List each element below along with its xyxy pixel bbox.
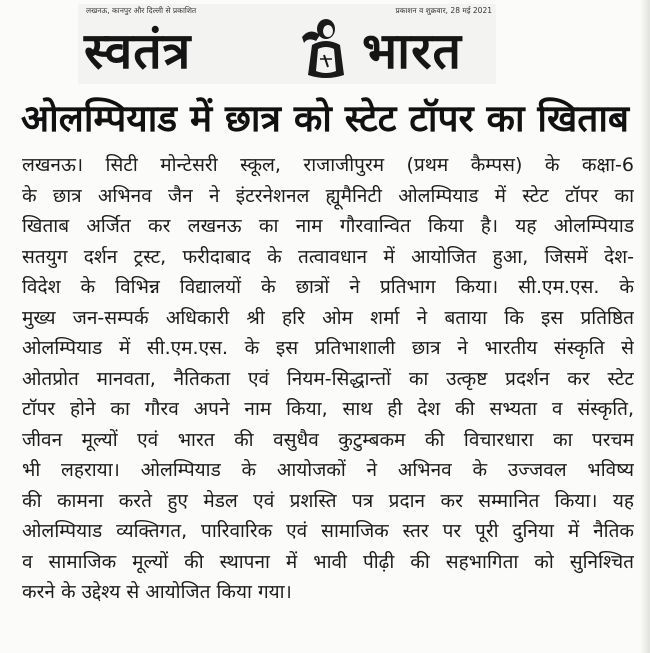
article-body	[22, 150, 634, 608]
article-line: व सामाजिक मूल्यों की स्थापना में भावी पीढ़ी की सहभागिता को सुनिश्चित	[22, 550, 634, 573]
article-line: भी लहराया। ओलम्पियाड के आयोजकों ने अभिनव के उज्जवल भविष्य	[22, 459, 634, 481]
article-line: जीवन मूल्यों एवं भारत की वसुधैव कुटुम्बकम की विचारधारा का परचम	[22, 428, 634, 451]
article-line: सतयुग दर्शन ट्रस्ट, फरीदाबाद के तत्वावधान में आयोजित हुआ, जिसमें देश-	[22, 245, 634, 268]
masthead-title	[82, 15, 492, 83]
headline: ओलम्पियाड में छात्र को स्टेट टॉपर का खिताब	[20, 96, 630, 140]
article-line: लखनऊ। सिटी मोन्टेसरी स्कूल, राजाजीपुरम (प्रथम कैम्पस) के कक्षा-6	[22, 154, 634, 176]
article-line: खिताब अर्जित कर लखनऊ का नाम गौरवान्वित किया है। यह ओलम्पियाड	[22, 215, 634, 237]
article-line: के छात्र अभिनव जैन ने इंटरनेशनल ह्यूमैनिटी ओलम्पियाड में स्टेट टॉपर का	[22, 184, 634, 207]
article-line: विदेश के विभिन्न विद्यालयों के छात्रों ने प्रतिभाग किया। सी.एम.एस. के	[22, 276, 634, 298]
scan-edge-shadow	[640, 0, 650, 653]
article-line: ओतप्रोत मानवता, नैतिकता एवं नियम-सिद्धान्तों का उत्कृष्ट प्रदर्शन कर स्टेट	[22, 367, 634, 390]
article-line: करने के उद्देश्य से आयोजित किया गया।	[22, 581, 292, 603]
article-line: ओलम्पियाड व्यक्तिगत, पारिवारिक एवं सामाजिक स्तर पर पूरी दुनिया में नैतिक	[22, 520, 634, 542]
masthead-title-left: स्वतंत्र	[84, 21, 192, 80]
masthead	[78, 4, 496, 84]
article-line: मुख्य जन-सम्पर्क अधिकारी श्री हरि ओम शर्मा ने बताया कि इस प्रतिष्ठित	[22, 306, 634, 329]
masthead-dateline: प्रकाशन व शुक्रवार, 28 मई 2021	[395, 6, 492, 15]
article-line: की कामना करते हुए मेडल एवं प्रशस्ति पत्र प्रदान कर सम्मानित किया। यह	[22, 489, 634, 512]
article-line: टॉपर होने का गौरव अपने नाम किया, साथ ही देश की सभ्यता व संस्कृति,	[22, 398, 634, 420]
article-line: ओलम्पियाड में सी.एम.एस. के इस प्रतिभाशाली छात्र ने भारतीय संस्कृति से	[22, 337, 634, 359]
masthead-editions: लखनऊ, कानपुर और दिल्ली से प्रकाशित	[86, 6, 197, 15]
conch-bearer-emblem-icon	[294, 15, 358, 83]
masthead-title-right: भारत	[362, 21, 463, 80]
